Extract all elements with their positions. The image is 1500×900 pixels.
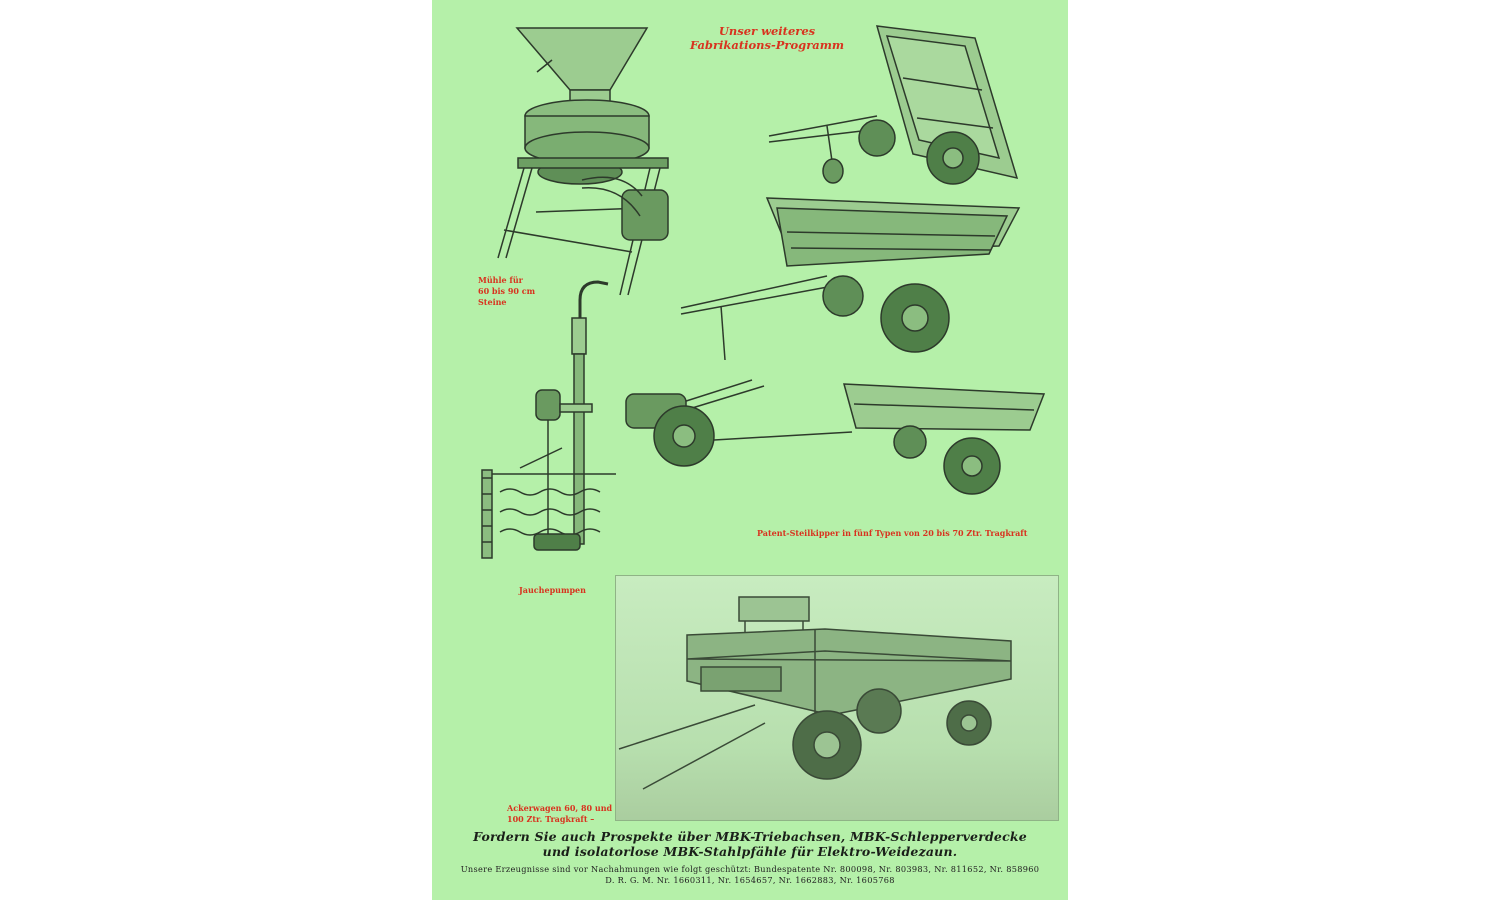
mill-caption-line-1: Mühle für [478,275,523,285]
wagon-caption [507,803,612,825]
farm-trailer-illustration [677,190,1037,360]
brochure-page [432,0,1068,900]
stone-mill-illustration [492,20,672,300]
field-wagon-photo [615,575,1059,821]
pump-caption: Jauchepumpen [519,585,586,595]
mill-caption-line-2: 60 bis 90 cm [478,286,536,296]
promo-line-2: und isolatorlose MBK-Stahlpfähle für Elektro-Weidezaun. [542,844,958,859]
promo-line-1: Fordern Sie auch Prospekte über MBK-Triebachsen, MBK-Schlepperverdecke [473,829,1027,844]
patent-line-2: D. R. G. M. Nr. 1660311, Nr. 1654657, Nr. 1662883, Nr. 1605768 [605,875,895,885]
cultivator-trailer-illustration [604,370,1054,500]
slurry-pump-illustration [480,278,620,573]
wagon-caption-line-1: Ackerwagen 60, 80 und [507,803,613,813]
field-wagon-illustration [615,575,1059,821]
patent-notice [432,864,1068,886]
tipping-trailer-raised-illustration [767,18,1037,188]
wagon-caption-line-2: 100 Ztr. Tragkraft – [507,814,595,824]
heading-line-2: Fabrikations-Programm [689,38,845,52]
tipper-caption: Patent-Steilkipper in fünf Typen von 20 bis 70 Ztr. Tragkraft [757,528,1028,538]
patent-line-1: Unsere Erzeugnisse sind vor Nachahmungen wie folgt geschützt: Bundespatente Nr. 800098, Nr. 803983, Nr. 811652, Nr. 858960 [460,864,1040,874]
mill-caption-line-3: Steine [478,297,507,307]
heading-line-1: Unser weiteres [718,24,816,38]
brochure-request-text [432,829,1068,859]
